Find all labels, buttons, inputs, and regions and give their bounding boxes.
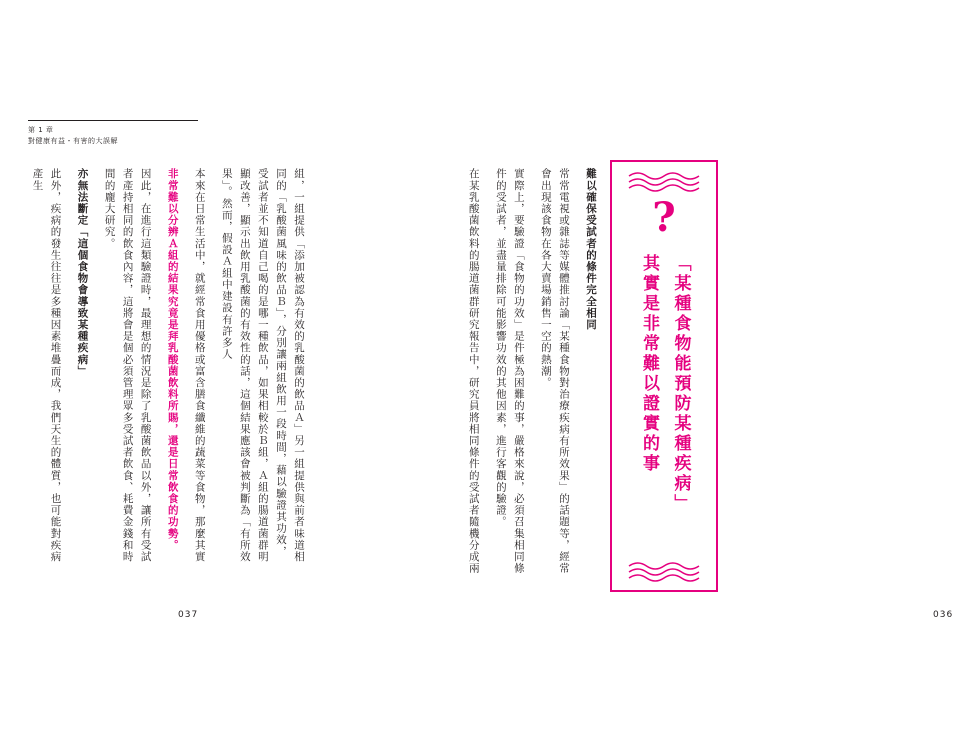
body-column: 常常電視或雜誌等媒體推討論「某種食物對治療疾病有所效果」的話題等，經常會出現該食物在各大賣場銷售一空的熱潮。: [539, 168, 570, 574]
right-page-body: [440, 168, 600, 578]
body-column: 組，一組提供「添加被認為有效的乳酸菌的飲品Ａ」另一組提供與前者味道相同的「乳酸菌風味的飲品Ｂ」，分別讓兩組飲用一段時間，藉以驗證其功效，受試者並不知道自己喝的是哪一種飲品，如果相較於Ｂ組，Ａ組的腸道菌群明顯改善，顯示出飲用乳酸菌的有效性的話，這個結果應該會被判斷為「有所效果」。然而，假設Ａ組中建設有許多人: [220, 168, 305, 563]
callout-headline-line1: 「某種食物能預防某種疾病」: [670, 254, 691, 514]
callout-headline-line2: 其實是非常難以證實的事: [639, 254, 659, 474]
callout-panel: [610, 160, 718, 592]
wave-decoration-icon: [629, 562, 699, 580]
running-head-title: 對健康有益・有害的大誤解: [28, 136, 118, 145]
body-column: 在某乳酸菌飲料的腸道菌群研究報告中，研究員將相同條件的受試者隨機分成兩: [467, 168, 480, 574]
section-heading: 難以確保受試者的條件完全相同: [585, 168, 597, 331]
left-page-body: [31, 168, 308, 568]
body-subheading: 亦無法斷定「這個食物會導致某種疾病」: [76, 168, 89, 377]
body-column-highlight: 非常難以分辨Ａ組的結果究竟是拜乳酸菌飲料所賜，還是日常飲食的功勢。: [166, 168, 179, 551]
page-number-left: 037: [178, 610, 199, 620]
callout-headline: [612, 254, 716, 554]
running-head-chapter: 第 1 章: [28, 126, 54, 134]
body-column: 此外，疾病的發生往往是多種因素堆疊而成，我們天生的體質，也可能對疾病產生: [31, 168, 62, 563]
left-page: [0, 0, 385, 750]
question-mark-icon: ?: [652, 194, 676, 241]
wave-decoration-icon: [629, 172, 699, 190]
right-page: [385, 0, 953, 750]
running-head: [28, 120, 198, 146]
page-number-right: 036: [933, 610, 953, 620]
body-column: 實際上，要驗證「食物的功效」是件極為困難的事，嚴格來說，必須召集相同條件的受試者，並盡量排除可能影響功效的其他因素，進行客觀的驗證。: [494, 168, 525, 574]
body-column: 因此，在進行這類驗證時，最理想的情況是除了乳酸菌飲品以外，讓所有受試者產持相同的飲食內容，這將會是個必須管理眾多受試者飲食、耗費金錢和時間的龐大研究。: [103, 168, 152, 563]
body-column: 本來在日常生活中，就經常食用優格或富含膳食纖維的蔬菜等食物，那麼其實: [193, 168, 206, 563]
